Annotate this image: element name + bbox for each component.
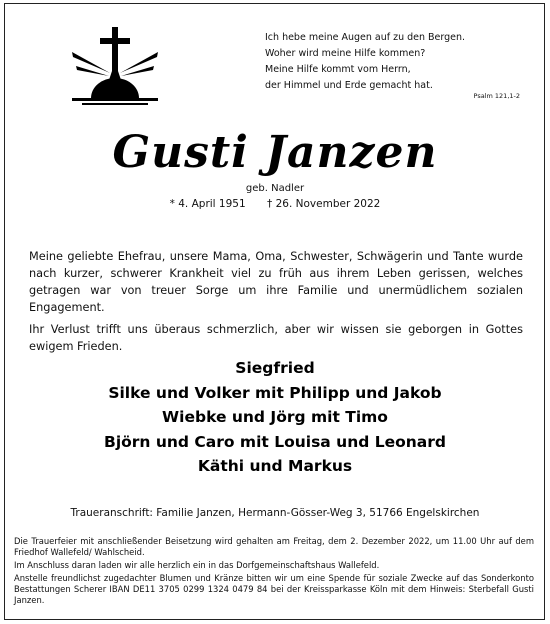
deceased-name: Gusti Janzen <box>112 127 438 178</box>
funeral-note: Im Anschluss daran laden wir alle herzlich ein in das Dorfgemeinschaftshaus Wallefeld. <box>14 560 380 571</box>
mourner-line: Björn und Caro mit Louisa und Leonard <box>104 432 446 451</box>
psalm-line: Meine Hilfe kommt vom Herrn, <box>265 64 411 75</box>
mourners-list <box>0 356 550 479</box>
birth-date: * 4. April 1951 <box>169 198 246 210</box>
funeral-note: Die Trauerfeier mit anschließender Beisetzung wird gehalten am Freitag, dem 2. Dezember 2022, um 11.00 Uhr auf dem Friedhof Wallefeld/ Wahlscheid. <box>14 536 534 558</box>
psalm-line: Woher wird meine Hilfe kommen? <box>265 48 426 59</box>
psalm-reference: Psalm 121,1-2 <box>473 92 520 100</box>
obituary-paragraph: Ihr Verlust trifft uns überaus schmerzlich, aber wir wissen sie geborgen in Gottes ewigem Frieden. <box>29 323 523 353</box>
funeral-note: Anstelle freundlichst zugedachter Blumen und Kränze bitten wir um eine Spende für soziale Zwecke auf das Sonderkonto Bestattungen Scherer IBAN DE11 3705 0299 1324 0479 84 bei der Kreissparkasse Köln mit dem Hinweis: Sterbefall Gusti Janzen. <box>14 572 534 606</box>
death-date: † 26. November 2022 <box>267 198 381 210</box>
mourner-line: Käthi und Markus <box>197 457 353 475</box>
psalm-line: Ich hebe meine Augen auf zu den Bergen. <box>265 32 466 43</box>
obituary-text <box>29 248 523 360</box>
obituary-paragraph: Meine geliebte Ehefrau, unsere Mama, Oma, Schwester, Schwägerin und Tante wurde nach kurzer, schwerer Krankheit viel zu früh aus ihrem Leben gerissen, welches getragen war von treuer Sorge um ihre Familie und unermüdlichem sozialen Engagement. <box>29 250 523 314</box>
psalm-line: der Himmel und Erde gemacht hat. <box>265 80 433 91</box>
birth-name: geb. Nadler <box>245 183 305 194</box>
mourner-line: Silke und Volker mit Philipp und Jakob <box>108 383 442 402</box>
cross-rising-sun-icon <box>60 24 170 106</box>
funeral-notes <box>14 536 534 608</box>
mourner-line: Wiebke und Jörg mit Timo <box>162 408 388 426</box>
psalm-quote <box>265 30 535 94</box>
mourner-line: Siegfried <box>235 359 315 377</box>
life-dates <box>0 198 550 210</box>
mourning-address: Traueranschrift: Familie Janzen, Hermann-Gösser-Weg 3, 51766 Engelskirchen <box>70 507 480 519</box>
